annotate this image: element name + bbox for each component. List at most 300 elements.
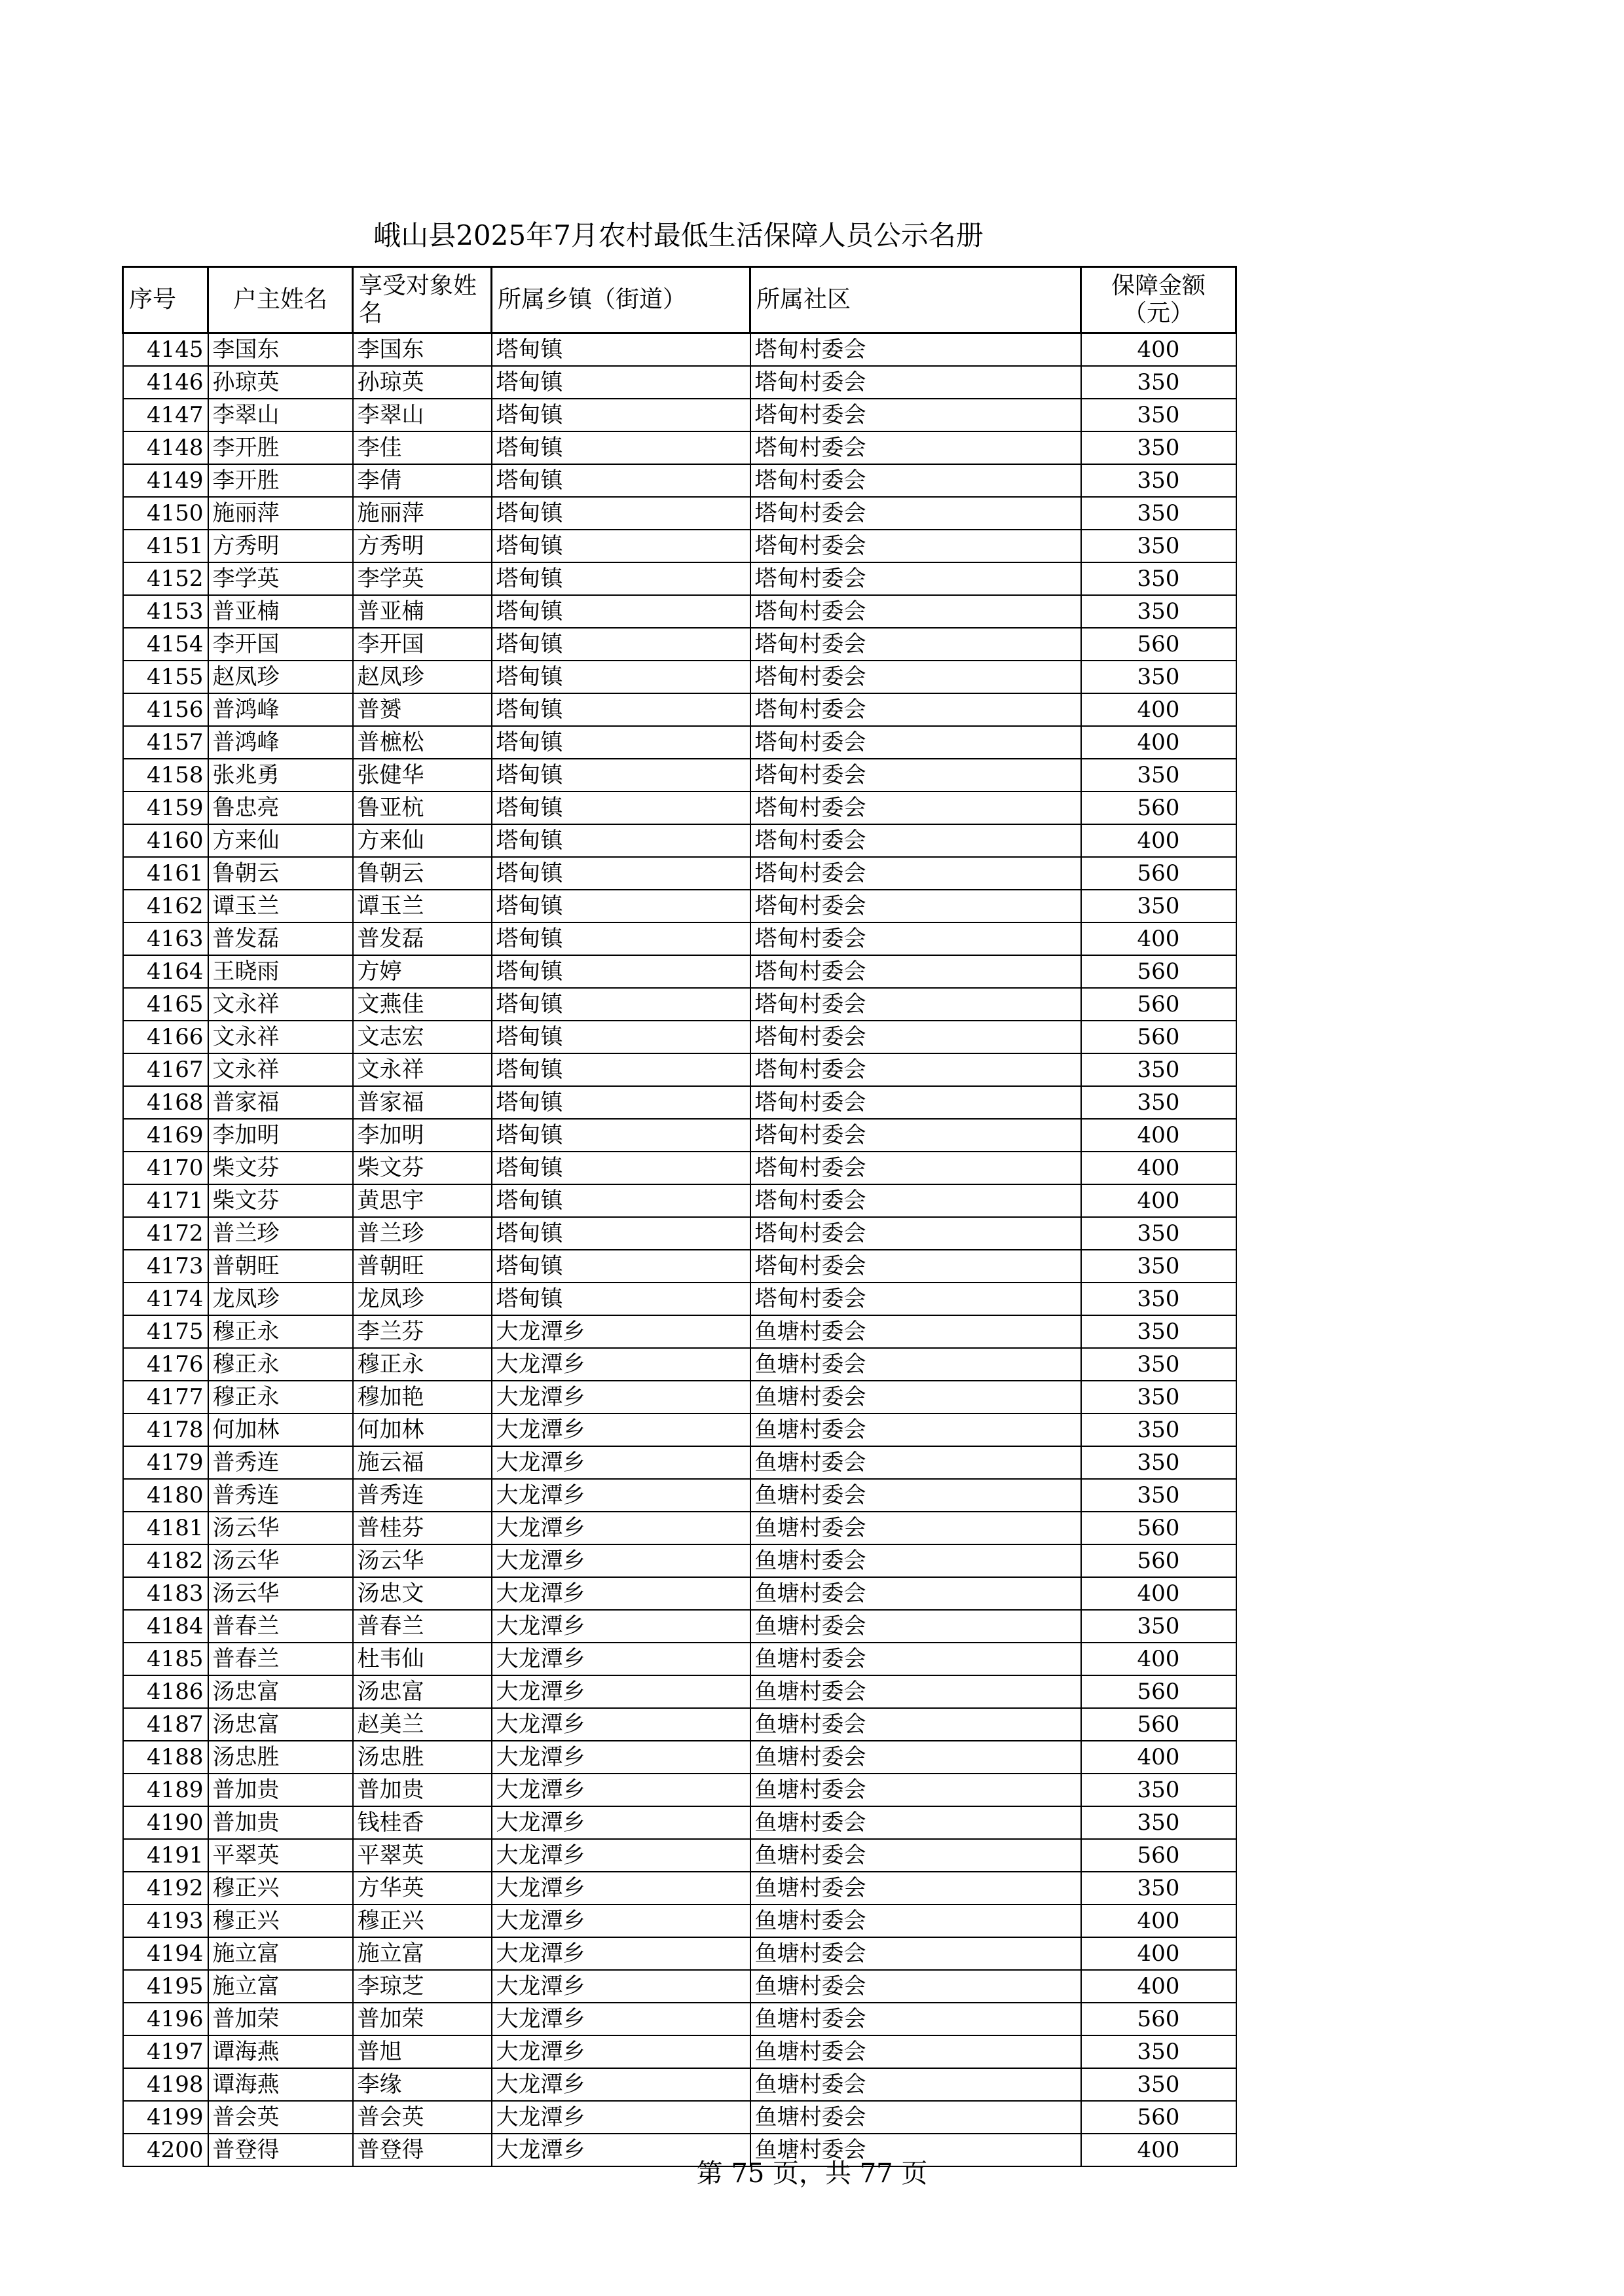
- cell-serial: 4198: [123, 2068, 208, 2101]
- cell-serial: 4168: [123, 1086, 208, 1119]
- cell-amount: 400: [1081, 726, 1236, 759]
- cell-beneficiary: 李佳: [353, 431, 492, 464]
- table-row: [123, 1937, 1236, 1970]
- cell-household-head: 汤云华: [208, 1544, 353, 1577]
- cell-serial: 4159: [123, 792, 208, 824]
- cell-township: 塔甸镇: [492, 595, 750, 628]
- cell-township: 塔甸镇: [492, 1021, 750, 1053]
- cell-township: 大龙潭乡: [492, 1446, 750, 1479]
- cell-township: 塔甸镇: [492, 399, 750, 431]
- cell-beneficiary: 文燕佳: [353, 988, 492, 1021]
- table-row: [123, 431, 1236, 464]
- cell-amount: 350: [1081, 530, 1236, 562]
- cell-household-head: 谭海燕: [208, 2068, 353, 2101]
- cell-amount: 560: [1081, 1512, 1236, 1544]
- table-row: [123, 1283, 1236, 1315]
- cell-beneficiary: 方华英: [353, 1872, 492, 1904]
- cell-household-head: 谭玉兰: [208, 890, 353, 922]
- cell-beneficiary: 穆正兴: [353, 1904, 492, 1937]
- cell-serial: 4154: [123, 628, 208, 661]
- table-row: [123, 1348, 1236, 1381]
- table-row: [123, 1315, 1236, 1348]
- cell-community: 鱼塘村委会: [750, 1970, 1081, 2003]
- cell-amount: 350: [1081, 1315, 1236, 1348]
- cell-amount: 350: [1081, 366, 1236, 399]
- cell-serial: 4158: [123, 759, 208, 792]
- cell-township: 大龙潭乡: [492, 2003, 750, 2035]
- cell-serial: 4190: [123, 1806, 208, 1839]
- cell-household-head: 文永祥: [208, 1021, 353, 1053]
- table-row: [123, 366, 1236, 399]
- cell-township: 塔甸镇: [492, 1086, 750, 1119]
- table-row: [123, 1184, 1236, 1217]
- cell-household-head: 普朝旺: [208, 1250, 353, 1283]
- cell-community: 塔甸村委会: [750, 1119, 1081, 1152]
- cell-township: 大龙潭乡: [492, 1381, 750, 1413]
- cell-serial: 4182: [123, 1544, 208, 1577]
- cell-beneficiary: 穆正永: [353, 1348, 492, 1381]
- cell-community: 鱼塘村委会: [750, 2035, 1081, 2068]
- cell-beneficiary: 李缘: [353, 2068, 492, 2101]
- cell-amount: 350: [1081, 497, 1236, 530]
- cell-community: 鱼塘村委会: [750, 2134, 1081, 2166]
- cell-household-head: 普鸿峰: [208, 693, 353, 726]
- cell-community: 鱼塘村委会: [750, 1348, 1081, 1381]
- cell-household-head: 普会英: [208, 2101, 353, 2134]
- table-row: [123, 1741, 1236, 1774]
- cell-amount: 400: [1081, 1577, 1236, 1610]
- cell-amount: 350: [1081, 2068, 1236, 2101]
- cell-beneficiary: 普朝旺: [353, 1250, 492, 1283]
- cell-township: 塔甸镇: [492, 726, 750, 759]
- table-row: [123, 562, 1236, 595]
- cell-serial: 4193: [123, 1904, 208, 1937]
- cell-serial: 4189: [123, 1774, 208, 1806]
- cell-community: 鱼塘村委会: [750, 1610, 1081, 1643]
- cell-household-head: 李开国: [208, 628, 353, 661]
- cell-serial: 4147: [123, 399, 208, 431]
- cell-amount: 350: [1081, 1053, 1236, 1086]
- cell-amount: 350: [1081, 431, 1236, 464]
- table-row: [123, 1021, 1236, 1053]
- cell-serial: 4161: [123, 857, 208, 890]
- cell-community: 鱼塘村委会: [750, 1512, 1081, 1544]
- cell-serial: 4169: [123, 1119, 208, 1152]
- cell-amount: 560: [1081, 628, 1236, 661]
- cell-amount: 400: [1081, 922, 1236, 955]
- cell-community: 塔甸村委会: [750, 595, 1081, 628]
- cell-serial: 4180: [123, 1479, 208, 1512]
- cell-household-head: 李开胜: [208, 431, 353, 464]
- cell-serial: 4157: [123, 726, 208, 759]
- cell-household-head: 穆正兴: [208, 1904, 353, 1937]
- document-title: 峨山县2025年7月农村最低生活保障人员公示名册: [373, 219, 984, 251]
- cell-community: 塔甸村委会: [750, 857, 1081, 890]
- cell-amount: 350: [1081, 1381, 1236, 1413]
- cell-township: 塔甸镇: [492, 1283, 750, 1315]
- cell-township: 大龙潭乡: [492, 1315, 750, 1348]
- cell-household-head: 施立富: [208, 1937, 353, 1970]
- cell-community: 鱼塘村委会: [750, 1577, 1081, 1610]
- cell-amount: 350: [1081, 464, 1236, 497]
- cell-township: 塔甸镇: [492, 792, 750, 824]
- cell-community: 鱼塘村委会: [750, 1806, 1081, 1839]
- cell-amount: 560: [1081, 2101, 1236, 2134]
- cell-serial: 4176: [123, 1348, 208, 1381]
- cell-household-head: 施立富: [208, 1970, 353, 2003]
- cell-serial: 4185: [123, 1643, 208, 1675]
- table-row: [123, 1119, 1236, 1152]
- cell-amount: 350: [1081, 562, 1236, 595]
- cell-township: 塔甸镇: [492, 1119, 750, 1152]
- cell-township: 大龙潭乡: [492, 1904, 750, 1937]
- cell-township: 大龙潭乡: [492, 1512, 750, 1544]
- cell-community: 鱼塘村委会: [750, 2003, 1081, 2035]
- cell-township: 大龙潭乡: [492, 2134, 750, 2166]
- cell-beneficiary: 赵美兰: [353, 1708, 492, 1741]
- cell-serial: 4150: [123, 497, 208, 530]
- cell-beneficiary: 何加林: [353, 1413, 492, 1446]
- cell-household-head: 柴文芬: [208, 1152, 353, 1184]
- table-row: [123, 1675, 1236, 1708]
- table-row: [123, 2035, 1236, 2068]
- table-row: [123, 661, 1236, 693]
- table-row: [123, 1708, 1236, 1741]
- cell-household-head: 普春兰: [208, 1643, 353, 1675]
- cell-amount: 350: [1081, 1774, 1236, 1806]
- cell-beneficiary: 谭玉兰: [353, 890, 492, 922]
- cell-serial: 4191: [123, 1839, 208, 1872]
- cell-household-head: 施丽萍: [208, 497, 353, 530]
- cell-amount: 560: [1081, 1021, 1236, 1053]
- cell-beneficiary: 普加荣: [353, 2003, 492, 2035]
- cell-community: 塔甸村委会: [750, 530, 1081, 562]
- cell-community: 鱼塘村委会: [750, 2068, 1081, 2101]
- cell-community: 鱼塘村委会: [750, 2101, 1081, 2134]
- cell-township: 大龙潭乡: [492, 1839, 750, 1872]
- cell-township: 大龙潭乡: [492, 1610, 750, 1643]
- cell-township: 大龙潭乡: [492, 1708, 750, 1741]
- cell-amount: 350: [1081, 1479, 1236, 1512]
- cell-household-head: 普家福: [208, 1086, 353, 1119]
- cell-township: 塔甸镇: [492, 497, 750, 530]
- cell-serial: 4173: [123, 1250, 208, 1283]
- cell-household-head: 柴文芬: [208, 1184, 353, 1217]
- cell-community: 鱼塘村委会: [750, 1872, 1081, 1904]
- cell-household-head: 普发磊: [208, 922, 353, 955]
- cell-serial: 4164: [123, 955, 208, 988]
- cell-household-head: 普秀连: [208, 1446, 353, 1479]
- cell-township: 塔甸镇: [492, 661, 750, 693]
- cell-household-head: 鲁朝云: [208, 857, 353, 890]
- cell-household-head: 方秀明: [208, 530, 353, 562]
- cell-serial: 4175: [123, 1315, 208, 1348]
- cell-beneficiary: 鲁亚杭: [353, 792, 492, 824]
- cell-beneficiary: 普赟: [353, 693, 492, 726]
- cell-township: 塔甸镇: [492, 1217, 750, 1250]
- cell-community: 鱼塘村委会: [750, 1446, 1081, 1479]
- cell-serial: 4184: [123, 1610, 208, 1643]
- table-row: [123, 824, 1236, 857]
- cell-amount: 400: [1081, 1184, 1236, 1217]
- cell-amount: 560: [1081, 1544, 1236, 1577]
- table-row: [123, 792, 1236, 824]
- table-row: [123, 1904, 1236, 1937]
- cell-serial: 4153: [123, 595, 208, 628]
- cell-amount: 350: [1081, 890, 1236, 922]
- table-row: [123, 2068, 1236, 2101]
- cell-amount: 560: [1081, 1675, 1236, 1708]
- cell-beneficiary: 施丽萍: [353, 497, 492, 530]
- cell-amount: 350: [1081, 1610, 1236, 1643]
- cell-township: 塔甸镇: [492, 628, 750, 661]
- cell-community: 鱼塘村委会: [750, 1741, 1081, 1774]
- cell-township: 塔甸镇: [492, 1053, 750, 1086]
- table-row: [123, 1643, 1236, 1675]
- cell-beneficiary: 穆加艳: [353, 1381, 492, 1413]
- cell-amount: 400: [1081, 333, 1236, 367]
- cell-household-head: 赵凤珍: [208, 661, 353, 693]
- table-row: [123, 1544, 1236, 1577]
- cell-beneficiary: 杜韦仙: [353, 1643, 492, 1675]
- cell-serial: 4167: [123, 1053, 208, 1086]
- cell-amount: 350: [1081, 1348, 1236, 1381]
- cell-township: 大龙潭乡: [492, 1741, 750, 1774]
- cell-beneficiary: 普加贵: [353, 1774, 492, 1806]
- cell-community: 鱼塘村委会: [750, 1904, 1081, 1937]
- cell-community: 鱼塘村委会: [750, 1315, 1081, 1348]
- cell-serial: 4171: [123, 1184, 208, 1217]
- cell-household-head: 普春兰: [208, 1610, 353, 1643]
- cell-serial: 4177: [123, 1381, 208, 1413]
- cell-township: 大龙潭乡: [492, 1348, 750, 1381]
- table-row: [123, 1381, 1236, 1413]
- cell-amount: 350: [1081, 759, 1236, 792]
- cell-beneficiary: 钱桂香: [353, 1806, 492, 1839]
- cell-household-head: 汤忠富: [208, 1675, 353, 1708]
- cell-community: 塔甸村委会: [750, 922, 1081, 955]
- table-row: [123, 1872, 1236, 1904]
- cell-beneficiary: 李加明: [353, 1119, 492, 1152]
- cell-serial: 4200: [123, 2134, 208, 2166]
- cell-beneficiary: 普旭: [353, 2035, 492, 2068]
- table-row: [123, 497, 1236, 530]
- cell-community: 塔甸村委会: [750, 366, 1081, 399]
- cell-community: 塔甸村委会: [750, 562, 1081, 595]
- cell-community: 塔甸村委会: [750, 890, 1081, 922]
- cell-community: 鱼塘村委会: [750, 1675, 1081, 1708]
- cell-township: 塔甸镇: [492, 1152, 750, 1184]
- cell-beneficiary: 文志宏: [353, 1021, 492, 1053]
- cell-serial: 4178: [123, 1413, 208, 1446]
- cell-household-head: 汤忠富: [208, 1708, 353, 1741]
- cell-beneficiary: 李琼芝: [353, 1970, 492, 2003]
- cell-household-head: 方来仙: [208, 824, 353, 857]
- table-row: [123, 1806, 1236, 1839]
- header-household-head: 户主姓名: [208, 267, 353, 333]
- cell-community: 塔甸村委会: [750, 824, 1081, 857]
- cell-community: 塔甸村委会: [750, 661, 1081, 693]
- header-beneficiary: 享受对象姓名: [353, 267, 492, 333]
- cell-beneficiary: 方来仙: [353, 824, 492, 857]
- cell-household-head: 汤忠胜: [208, 1741, 353, 1774]
- cell-beneficiary: 汤忠胜: [353, 1741, 492, 1774]
- cell-household-head: 何加林: [208, 1413, 353, 1446]
- table-row: [123, 2003, 1236, 2035]
- cell-community: 塔甸村委会: [750, 759, 1081, 792]
- table-row: [123, 1479, 1236, 1512]
- cell-township: 塔甸镇: [492, 693, 750, 726]
- cell-community: 鱼塘村委会: [750, 1544, 1081, 1577]
- cell-amount: 560: [1081, 1839, 1236, 1872]
- cell-household-head: 张兆勇: [208, 759, 353, 792]
- cell-amount: 350: [1081, 1250, 1236, 1283]
- table-row: [123, 693, 1236, 726]
- cell-community: 塔甸村委会: [750, 497, 1081, 530]
- cell-township: 塔甸镇: [492, 1184, 750, 1217]
- cell-amount: 560: [1081, 857, 1236, 890]
- cell-amount: 560: [1081, 955, 1236, 988]
- cell-township: 塔甸镇: [492, 955, 750, 988]
- cell-household-head: 普亚楠: [208, 595, 353, 628]
- cell-serial: 4196: [123, 2003, 208, 2035]
- table-row: [123, 955, 1236, 988]
- cell-beneficiary: 普家福: [353, 1086, 492, 1119]
- table-row: [123, 857, 1236, 890]
- cell-household-head: 王晓雨: [208, 955, 353, 988]
- cell-household-head: 普加荣: [208, 2003, 353, 2035]
- cell-serial: 4179: [123, 1446, 208, 1479]
- cell-community: 塔甸村委会: [750, 333, 1081, 367]
- cell-amount: 350: [1081, 399, 1236, 431]
- cell-serial: 4152: [123, 562, 208, 595]
- cell-community: 塔甸村委会: [750, 1250, 1081, 1283]
- cell-township: 塔甸镇: [492, 366, 750, 399]
- cell-serial: 4188: [123, 1741, 208, 1774]
- cell-township: 大龙潭乡: [492, 1643, 750, 1675]
- cell-community: 鱼塘村委会: [750, 1413, 1081, 1446]
- table-row: [123, 759, 1236, 792]
- cell-amount: 560: [1081, 792, 1236, 824]
- cell-beneficiary: 李国东: [353, 333, 492, 367]
- cell-household-head: 普登得: [208, 2134, 353, 2166]
- cell-community: 鱼塘村委会: [750, 1774, 1081, 1806]
- table-row: [123, 1512, 1236, 1544]
- cell-beneficiary: 柴文芬: [353, 1152, 492, 1184]
- cell-household-head: 穆正永: [208, 1381, 353, 1413]
- table-row: [123, 1446, 1236, 1479]
- cell-township: 大龙潭乡: [492, 2101, 750, 2134]
- cell-community: 鱼塘村委会: [750, 1839, 1081, 1872]
- cell-serial: 4165: [123, 988, 208, 1021]
- cell-township: 塔甸镇: [492, 922, 750, 955]
- cell-amount: 400: [1081, 1937, 1236, 1970]
- table-body: [123, 333, 1236, 2167]
- cell-household-head: 龙凤珍: [208, 1283, 353, 1315]
- table-row: [123, 595, 1236, 628]
- cell-household-head: 普加贵: [208, 1774, 353, 1806]
- cell-township: 大龙潭乡: [492, 1806, 750, 1839]
- cell-serial: 4170: [123, 1152, 208, 1184]
- cell-amount: 400: [1081, 1119, 1236, 1152]
- cell-community: 塔甸村委会: [750, 1152, 1081, 1184]
- cell-beneficiary: 普兰珍: [353, 1217, 492, 1250]
- cell-beneficiary: 黄思宇: [353, 1184, 492, 1217]
- header-amount: 保障金额（元）: [1081, 267, 1236, 333]
- cell-household-head: 文永祥: [208, 1053, 353, 1086]
- cell-household-head: 穆正永: [208, 1315, 353, 1348]
- cell-township: 塔甸镇: [492, 857, 750, 890]
- cell-beneficiary: 汤云华: [353, 1544, 492, 1577]
- cell-township: 大龙潭乡: [492, 1413, 750, 1446]
- cell-community: 塔甸村委会: [750, 399, 1081, 431]
- cell-beneficiary: 李兰芬: [353, 1315, 492, 1348]
- table-row: [123, 464, 1236, 497]
- cell-serial: 4149: [123, 464, 208, 497]
- cell-beneficiary: 普秀连: [353, 1479, 492, 1512]
- cell-serial: 4172: [123, 1217, 208, 1250]
- cell-amount: 400: [1081, 2134, 1236, 2166]
- cell-community: 鱼塘村委会: [750, 1937, 1081, 1970]
- cell-township: 大龙潭乡: [492, 1774, 750, 1806]
- cell-serial: 4163: [123, 922, 208, 955]
- cell-beneficiary: 普会英: [353, 2101, 492, 2134]
- cell-amount: 400: [1081, 693, 1236, 726]
- cell-household-head: 李开胜: [208, 464, 353, 497]
- cell-serial: 4155: [123, 661, 208, 693]
- cell-beneficiary: 孙琼英: [353, 366, 492, 399]
- cell-household-head: 汤云华: [208, 1512, 353, 1544]
- cell-beneficiary: 方婷: [353, 955, 492, 988]
- table-row: [123, 1970, 1236, 2003]
- header-township: 所属乡镇（街道）: [492, 267, 750, 333]
- cell-amount: 400: [1081, 1643, 1236, 1675]
- header-community: 所属社区: [750, 267, 1081, 333]
- cell-household-head: 穆正永: [208, 1348, 353, 1381]
- cell-serial: 4183: [123, 1577, 208, 1610]
- cell-township: 大龙潭乡: [492, 2068, 750, 2101]
- cell-serial: 4156: [123, 693, 208, 726]
- cell-community: 塔甸村委会: [750, 1021, 1081, 1053]
- cell-amount: 350: [1081, 1413, 1236, 1446]
- cell-township: 塔甸镇: [492, 333, 750, 367]
- cell-community: 鱼塘村委会: [750, 1708, 1081, 1741]
- cell-beneficiary: 普春兰: [353, 1610, 492, 1643]
- cell-community: 塔甸村委会: [750, 1184, 1081, 1217]
- cell-community: 塔甸村委会: [750, 792, 1081, 824]
- cell-amount: 560: [1081, 988, 1236, 1021]
- cell-household-head: 普兰珍: [208, 1217, 353, 1250]
- cell-township: 塔甸镇: [492, 431, 750, 464]
- cell-household-head: 普秀连: [208, 1479, 353, 1512]
- cell-community: 塔甸村委会: [750, 726, 1081, 759]
- cell-beneficiary: 张健华: [353, 759, 492, 792]
- cell-serial: 4181: [123, 1512, 208, 1544]
- table-row: [123, 1774, 1236, 1806]
- cell-township: 大龙潭乡: [492, 1544, 750, 1577]
- cell-township: 大龙潭乡: [492, 1937, 750, 1970]
- cell-household-head: 穆正兴: [208, 1872, 353, 1904]
- cell-amount: 350: [1081, 2035, 1236, 2068]
- cell-township: 大龙潭乡: [492, 2035, 750, 2068]
- cell-township: 塔甸镇: [492, 759, 750, 792]
- cell-amount: 350: [1081, 1806, 1236, 1839]
- cell-household-head: 普加贵: [208, 1806, 353, 1839]
- roster-table: [122, 266, 1237, 2167]
- cell-township: 塔甸镇: [492, 562, 750, 595]
- cell-beneficiary: 汤忠富: [353, 1675, 492, 1708]
- table-header-row: [123, 267, 1236, 333]
